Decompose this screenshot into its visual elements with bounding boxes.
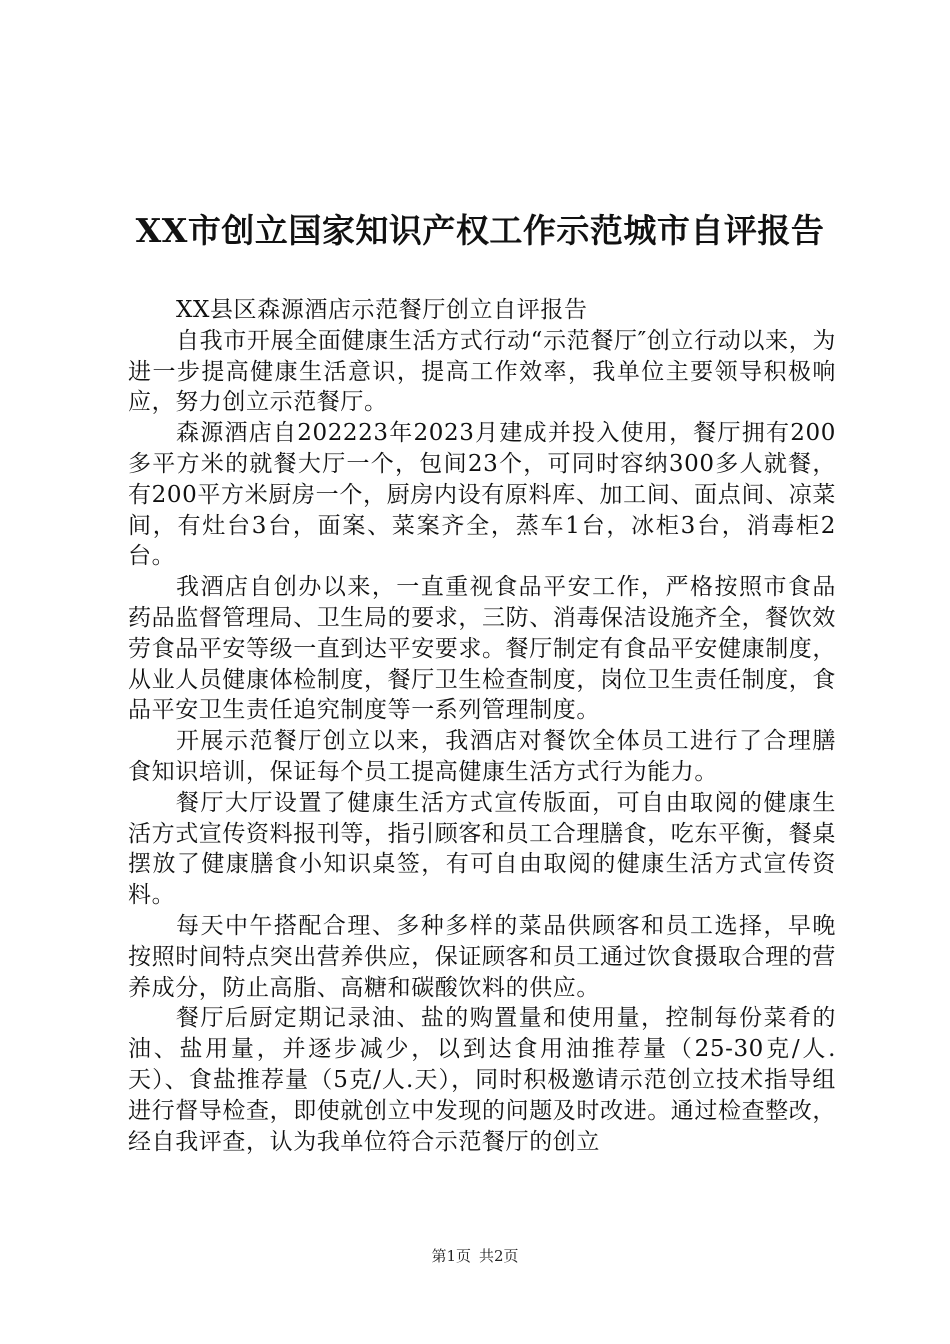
paragraph: 自我市开展全面健康生活方式行动“示范餐厅″创立行动以来，为进一步提高健康生活意识，提高工作效率，我单位主要领导积极响应，努力创立示范餐厅。 xyxy=(128,327,836,416)
document-title: XX市创立国家知识产权工作示范城市自评报告 xyxy=(135,211,825,251)
paragraph: 我酒店自创办以来，一直重视食品平安工作，严格按照市食品药品监督管理局、卫生局的要求，三防、消毒保洁设施齐全，餐饮效劳食品平安等级一直到达平安要求。餐厅制定有食品平安健康制度，从业人员健康体检制度，餐厅卫生检查制度，岗位卫生责任制度，食品平安卫生责任追究制度等一系列管理制度。 xyxy=(128,574,836,724)
page-footer xyxy=(0,1246,950,1266)
paragraph-subtitle: XX县区森源酒店示范餐厅创立自评报告 xyxy=(176,297,588,323)
paragraph: 餐厅后厨定期记录油、盐的购置量和使用量，控制每份菜肴的油、盐用量，并逐步减少，以到达食用油推荐量（25-30克/人.天）、食盐推荐量（5克/人.天），同时积极邀请示范创立技术指导组进行督导检查，即使就创立中发现的问题及时改进。通过检查整改，经自我评查，认为我单位符合示范餐厅的创立 xyxy=(128,1005,836,1155)
page-total: 共2页 xyxy=(479,1247,519,1265)
page-number: 第1页 xyxy=(431,1247,471,1265)
document-body xyxy=(128,295,836,1157)
paragraph: 森源酒店自202223年2023月建成并投入使用，餐厅拥有200多平方米的就餐大厅一个，包间23个，可同时容纳300多人就餐，有200平方米厨房一个，厨房内设有原料库、加工间、面点间、凉菜间，有灶台3台，面案、菜案齐全，蒸车1台，冰柜3台，消毒柜2台。 xyxy=(128,420,836,570)
paragraph: 餐厅大厅设置了健康生活方式宣传版面，可自由取阅的健康生活方式宣传资料报刊等，指引顾客和员工合理膳食，吃东平衡，餐桌摆放了健康膳食小知识桌签，有可自由取阅的健康生活方式宣传资料。 xyxy=(128,789,836,909)
paragraph: 开展示范餐厅创立以来，我酒店对餐饮全体员工进行了合理膳食知识培训，保证每个员工提高健康生活方式行为能力。 xyxy=(128,728,836,785)
paragraph: 每天中午搭配合理、多种多样的菜品供顾客和员工选择，早晚按照时间特点突出营养供应，保证顾客和员工通过饮食摄取合理的营养成分，防止高脂、高糖和碳酸饮料的供应。 xyxy=(128,912,836,1001)
